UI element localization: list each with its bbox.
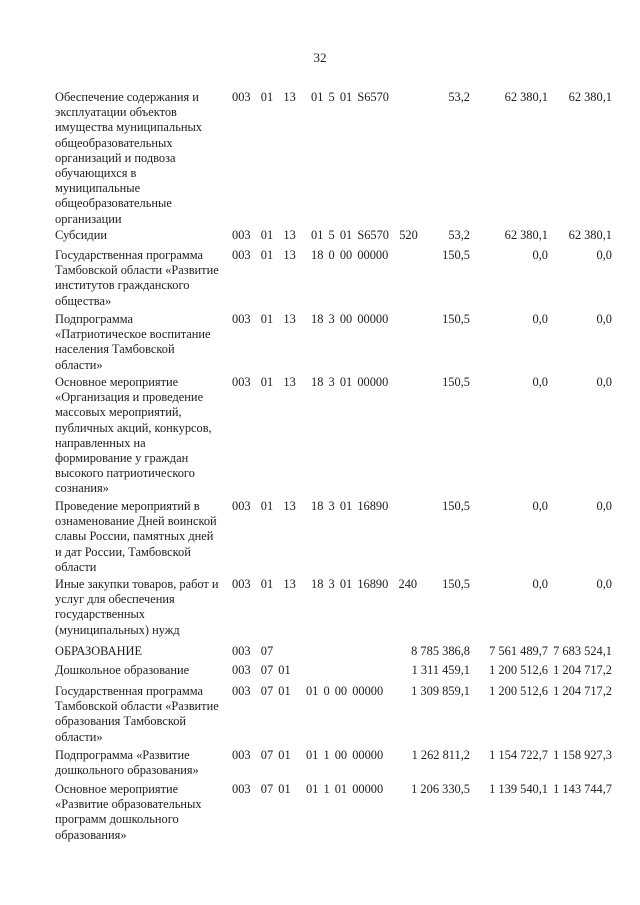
row-value-3: 62 380,1: [568, 228, 612, 242]
row-value-3: 62 380,1: [568, 90, 612, 104]
row-value-3: 1 204 717,2: [553, 663, 612, 677]
row-value-2: 0,0: [532, 375, 548, 389]
row-name: Дошкольное образование: [55, 663, 190, 677]
row-name: Государственная программа Тамбовской области «Развитие образования Тамбовской области»: [55, 684, 219, 744]
row-code: 003 01 13 01 5 01 S6570 520: [232, 228, 418, 242]
row-value-2: 1 154 722,7: [489, 748, 548, 762]
row-value-1: 8 785 386,8: [411, 644, 470, 658]
page-number: 32: [313, 50, 327, 65]
row-value-3: 0,0: [596, 312, 612, 326]
row-value-1: 150,5: [442, 248, 470, 262]
row-code: 003 07 01 01 1 00 00000: [232, 748, 384, 762]
row-value-3: 0,0: [596, 375, 612, 389]
row-code: 003 01 13 18 0 00 00000: [232, 248, 389, 262]
row-code: 003 01 13 18 3 01 16890: [232, 499, 389, 513]
row-value-1: 53,2: [448, 228, 470, 242]
row-value-2: 0,0: [532, 248, 548, 262]
row-value-2: 0,0: [532, 577, 548, 591]
row-name: Проведение мероприятий в ознаменование Дней воинской славы России, памятных дней и дат России, Тамбовской области: [55, 499, 217, 574]
row-value-1: 150,5: [442, 312, 470, 326]
row-value-1: 150,5: [442, 499, 470, 513]
row-value-2: 7 561 489,7: [489, 644, 548, 658]
row-value-3: 1 204 717,2: [553, 684, 612, 698]
row-value-2: 62 380,1: [504, 90, 548, 104]
row-code: 003 01 13 18 3 01 16890 240: [232, 577, 418, 591]
row-value-1: 1 262 811,2: [411, 748, 470, 762]
row-name: Субсидии: [55, 228, 107, 242]
row-code: 003 07 01: [232, 663, 291, 677]
row-value-3: 7 683 524,1: [553, 644, 612, 658]
row-value-1: 53,2: [448, 90, 470, 104]
row-value-2: 0,0: [532, 499, 548, 513]
row-value-3: 0,0: [596, 248, 612, 262]
row-name: Государственная программа Тамбовской области «Развитие институтов гражданского общества»: [55, 248, 219, 308]
row-code: 003 07 01 01 1 01 00000: [232, 782, 384, 796]
row-value-3: 1 158 927,3: [553, 748, 612, 762]
row-value-2: 62 380,1: [504, 228, 548, 242]
row-value-2: 0,0: [532, 312, 548, 326]
row-value-1: 150,5: [442, 577, 470, 591]
row-name: Основное мероприятие «Организация и проведение массовых мероприятий, публичных акций, конкурсов, направленных на формирование у граждан высокого патриотического сознания»: [55, 375, 212, 496]
row-value-1: 1 309 859,1: [411, 684, 470, 698]
row-name: Иные закупки товаров, работ и услуг для обеспечения государственных (муниципальных) нужд: [55, 577, 219, 637]
row-code: 003 07 01 01 0 00 00000: [232, 684, 384, 698]
row-value-1: 150,5: [442, 375, 470, 389]
row-name: Основное мероприятие «Развитие образовательных программ дошкольного образования»: [55, 782, 202, 842]
row-code: 003 01 13 18 3 01 00000: [232, 375, 389, 389]
row-name: Обеспечение содержания и эксплуатации объектов имущества муниципальных общеобразовательных организаций и подвоза обучающихся в муниципальные общеобразовательные организации: [55, 90, 202, 226]
row-code: 003 01 13 01 5 01 S6570: [232, 90, 389, 104]
row-value-3: 1 143 744,7: [553, 782, 612, 796]
row-value-2: 1 200 512,6: [489, 684, 548, 698]
row-code: 003 07: [232, 644, 274, 658]
row-code: 003 01 13 18 3 00 00000: [232, 312, 389, 326]
row-value-1: 1 206 330,5: [411, 782, 470, 796]
row-value-2: 1 200 512,6: [489, 663, 548, 677]
row-value-2: 1 139 540,1: [489, 782, 548, 796]
row-value-1: 1 311 459,1: [411, 663, 470, 677]
row-name: ОБРАЗОВАНИЕ: [55, 644, 143, 658]
row-name: Подпрограмма «Патриотическое воспитание населения Тамбовской области»: [55, 312, 211, 372]
row-value-3: 0,0: [596, 499, 612, 513]
row-name: Подпрограмма «Развитие дошкольного образования»: [55, 748, 199, 778]
row-value-3: 0,0: [596, 577, 612, 591]
